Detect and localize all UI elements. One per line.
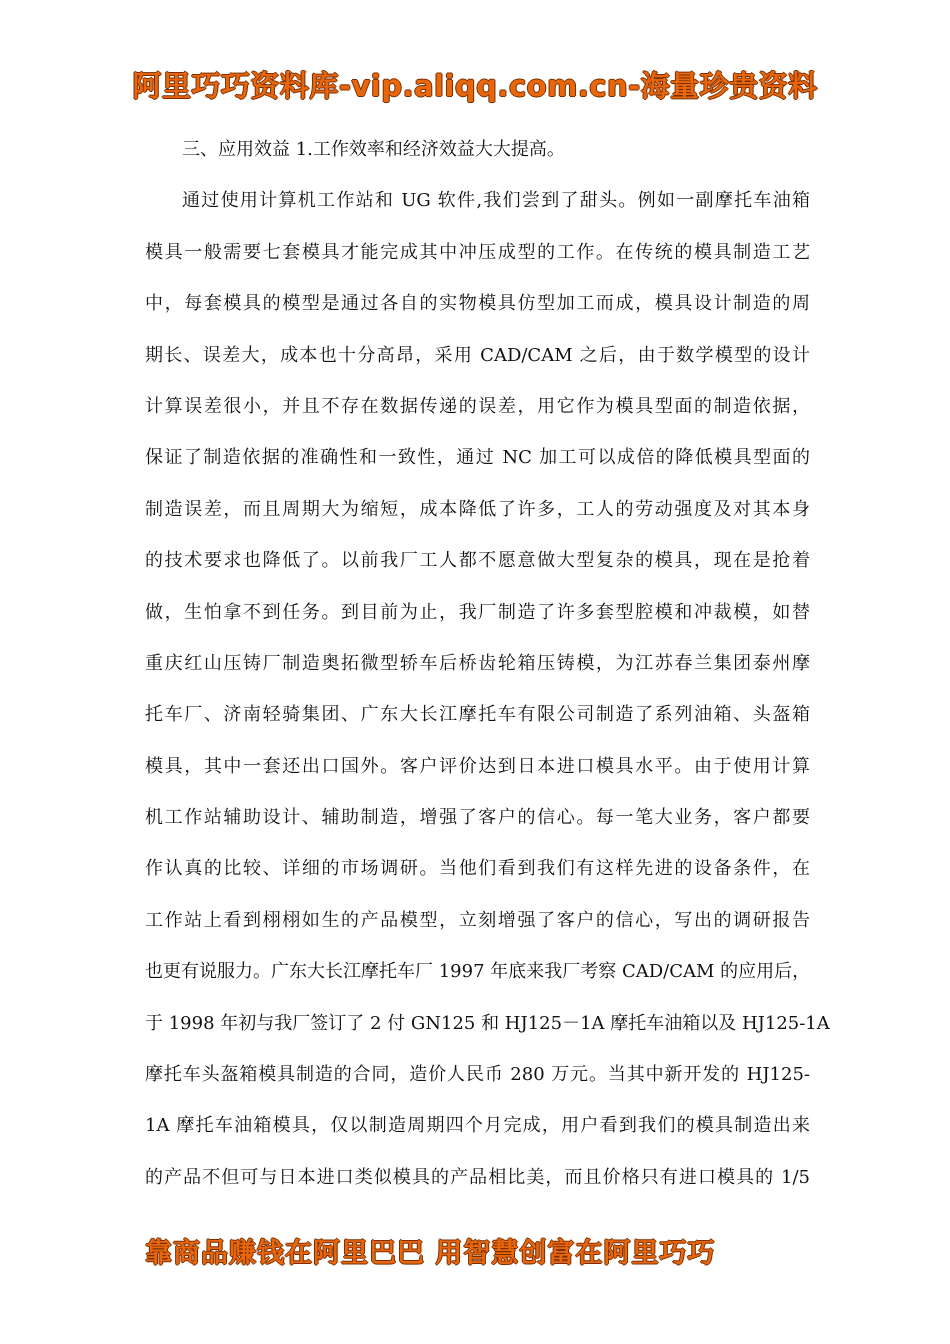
paragraph-line: 制造误差，而且周期大为缩短，成本降低了许多，工人的劳动强度及对其本身 <box>145 498 810 520</box>
article-body <box>145 124 830 1203</box>
paragraph-line: 中，每套模具的模型是通过各自的实物模具仿型加工而成，模具设计制造的周 <box>145 293 810 315</box>
paragraph-line: 托车厂、济南轻骑集团、广东大长江摩托车有限公司制造了系列油箱、头盔箱 <box>145 704 810 726</box>
paragraph-line: 1A 摩托车油箱模具，仅以制造周期四个月完成，用户看到我们的模具制造出来 <box>145 1115 810 1137</box>
paragraph-line: 做，生怕拿不到任务。到目前为止，我厂制造了许多套型腔模和冲裁模，如替 <box>145 601 810 623</box>
paragraph-line: 也更有说服力。广东大长江摩托车厂 1997 年底来我厂考察 CAD/CAM 的应用后， <box>145 961 811 983</box>
paragraph-line: 工作站上看到栩栩如生的产品模型，立刻增强了客户的信心，写出的调研报告 <box>145 909 810 931</box>
header-banner: 阿里巧巧资料库-vip.aliqq.com.cn-海量珍贵资料 <box>132 69 818 103</box>
paragraph-line: 计算误差很小，并且不存在数据传递的误差，用它作为模具型面的制造依据， <box>145 395 810 417</box>
paragraph-line: 模具，其中一套还出口国外。客户评价达到日本进口模具水平。由于使用计算 <box>145 755 810 777</box>
paragraph-line: 作认真的比较、详细的市场调研。当他们看到我们有这样先进的设备条件，在 <box>145 858 810 880</box>
paragraph-line: 重庆红山压铸厂制造奥拓微型轿车后桥齿轮箱压铸模，为江苏春兰集团泰州摩 <box>145 652 810 674</box>
paragraph-line: 保证了制造依据的准确性和一致性，通过 NC 加工可以成倍的降低模具型面的 <box>145 447 810 469</box>
paragraph-line: 模具一般需要七套模具才能完成其中冲压成型的工作。在传统的模具制造工艺 <box>145 241 810 263</box>
paragraph-line: 通过使用计算机工作站和 UG 软件,我们尝到了甜头。例如一副摩托车油箱 <box>182 190 810 212</box>
paragraph-line: 的技术要求也降低了。以前我厂工人都不愿意做大型复杂的模具，现在是抢着 <box>145 550 810 572</box>
section-heading: 三、应用效益 1.工作效率和经济效益大大提高。 <box>182 139 565 160</box>
paragraph-line: 期长、误差大，成本也十分高昂，采用 CAD/CAM 之后，由于数学模型的设计 <box>145 344 810 366</box>
paragraph-line: 于 1998 年初与我厂签订了 2 付 GN125 和 HJ125－1A 摩托车油箱以及 HJ125-1A <box>145 1012 830 1034</box>
paragraph-line: 的产品不但可与日本进口类似模具的产品相比美，而且价格只有进口模具的 1/5 <box>145 1166 810 1188</box>
footer-banner: 靠商品赚钱在阿里巴巴 用智慧创富在阿里巧巧 <box>145 1238 716 1269</box>
paragraph-line: 摩托车头盔箱模具制造的合同，造价人民币 280 万元。当其中新开发的 HJ125- <box>145 1064 810 1086</box>
paragraph-line: 机工作站辅助设计、辅助制造，增强了客户的信心。每一笔大业务，客户都要 <box>145 807 810 829</box>
